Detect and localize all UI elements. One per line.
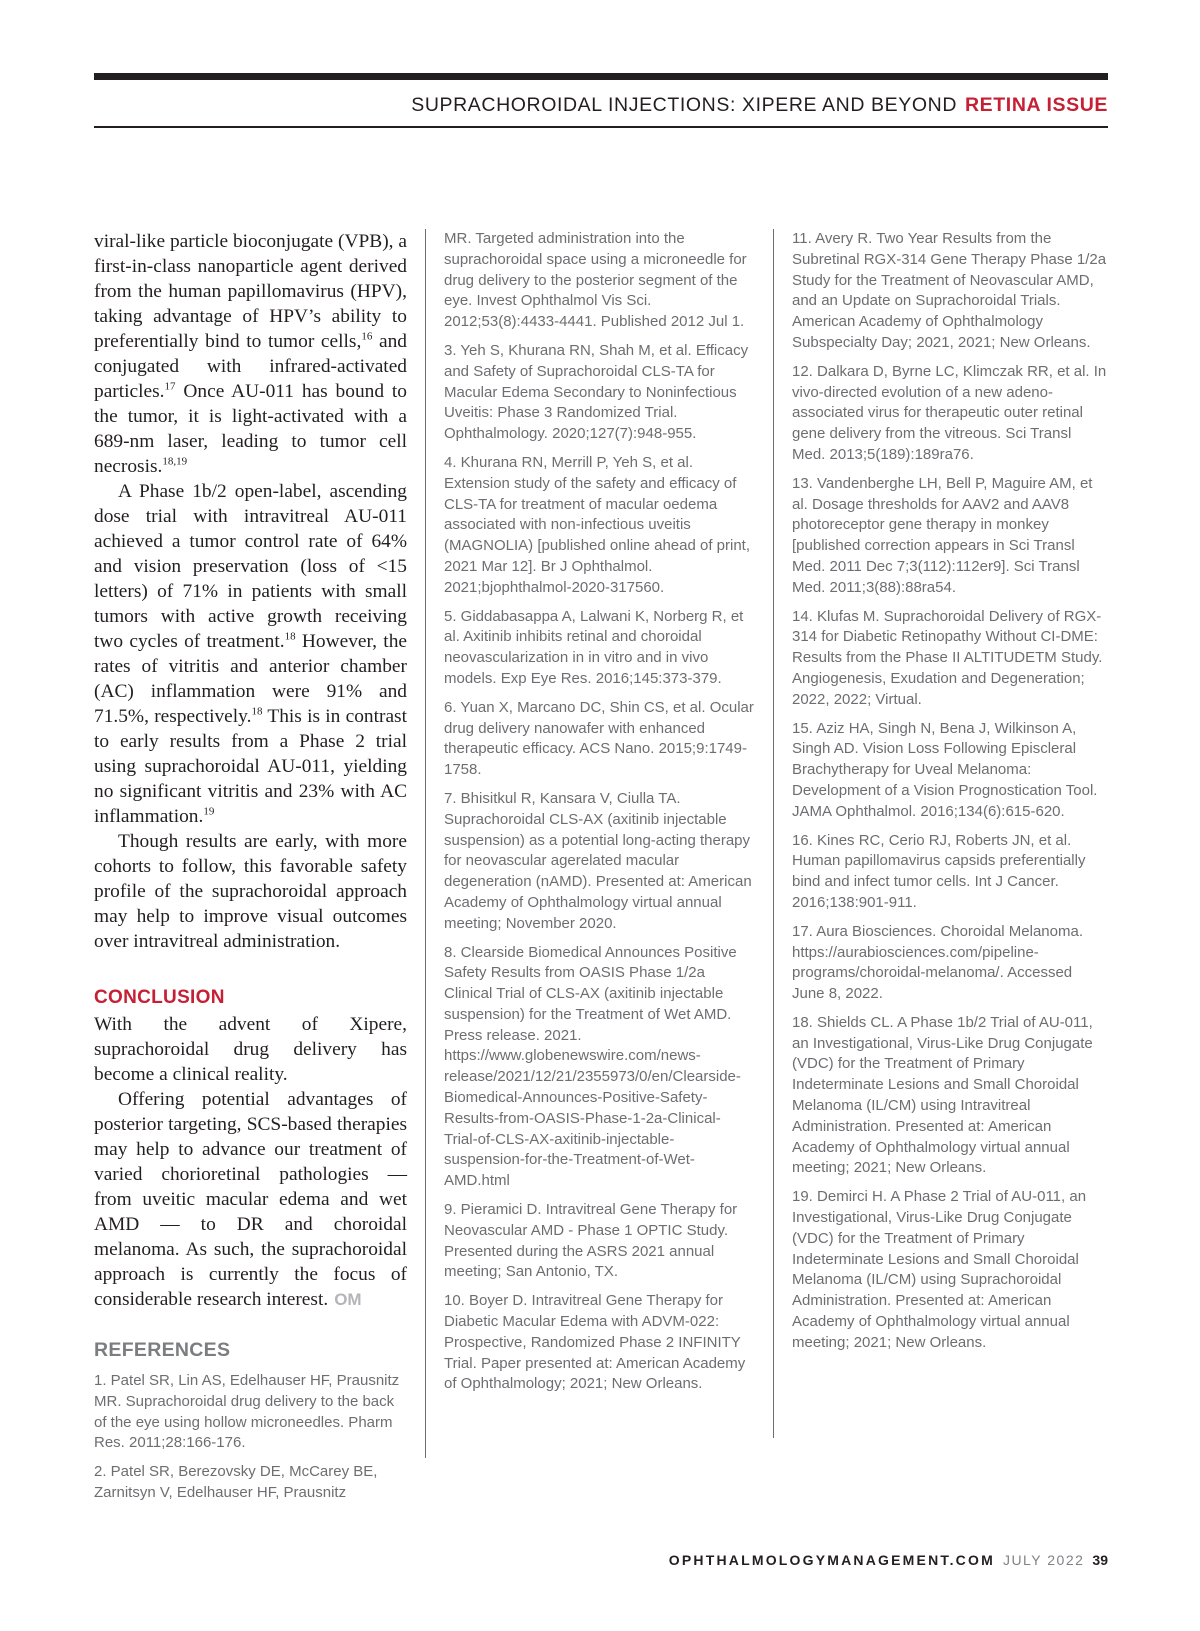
reference-item: 13. Vandenberghe LH, Bell P, Maguire AM, et al. Dosage thresholds for AAV2 and AAV8 photoreceptor gene therapy in monkey [published correction appears in Sci Transl Med. 2011 Dec 7;3(112):112er9]. Sci Transl Med. 2011;3(88):88ra54. bbox=[792, 474, 1093, 596]
paragraph-5: Offering potential advantages of posterior targeting, SCS-based therapies may help to advance our treatment of varied chorioretinal pathologies — from uveitic macular edema and wet AMD — to DR and choroidal melanoma. As such, the suprachoroidal approach is currently the focus of considerable research interest. OM bbox=[94, 1089, 407, 1310]
reference-item: 10. Boyer D. Intravitreal Gene Therapy for Diabetic Macular Edema with ADVM-022: Prospective, Randomized Phase 2 INFINITY Trial. Paper presented at: American Academy of Ophthalmology; 2021; New Orleans. bbox=[444, 1292, 746, 1393]
page-number: 39 bbox=[1092, 1552, 1108, 1568]
reference-item: 14. Klufas M. Suprachoroidal Delivery of RGX-314 for Diabetic Retinopathy Without CI-DME: Results from the Phase II ALTITUDETM Study. Angiogenesis, Exudation and Degeneration; 2022, 2022; Virtual. bbox=[792, 607, 1103, 708]
reference-item: 2. Patel SR, Berezovsky DE, McCarey BE, Zarnitsyn V, Edelhauser HF, Prausnitz bbox=[94, 1463, 378, 1501]
column-1 bbox=[94, 229, 407, 1512]
reference-item: 12. Dalkara D, Byrne LC, Klimczak RR, et al. In vivo-directed evolution of a new adeno-associated virus for therapeutic outer retinal gene delivery from the vitreous. Sci Transl Med. 2013;5(189):189ra76. bbox=[792, 362, 1107, 463]
reference-item: MR. Targeted administration into the suprachoroidal space using a microneedle for drug delivery to the posterior segment of the eye. Invest Ophthalmol Vis Sci. 2012;53(8):4433-4441. Published 2012 Jul 1. bbox=[444, 230, 747, 331]
reference-item: 16. Kines RC, Cerio RJ, Roberts JN, et al. Human papillomavirus capsids preferentially bind and infect tumor cells. Int J Cancer. 2016;138:901-911. bbox=[792, 831, 1086, 911]
issue-label: RETINA ISSUE bbox=[965, 94, 1108, 116]
footer-date: JULY 2022 bbox=[1002, 1552, 1085, 1568]
reference-item: 19. Demirci H. A Phase 2 Trial of AU-011, an Investigational, Virus-Like Drug Conjugate (VDC) for the Treatment of Primary Indeterminate Lesions and Small Choroidal Melanoma (IL/CM) using Suprachoroidal Administration. Presented at: American Academy of Ophthalmology virtual annual meeting; 2021; New Orleans. bbox=[792, 1188, 1087, 1351]
reference-item: 15. Aziz HA, Singh N, Bena J, Wilkinson A, Singh AD. Vision Loss Following Episcleral Brachytherapy for Uveal Melanoma: Development of a Vision Prognostication Tool. JAMA Ophthalmol. 2016;134(6):615-620. bbox=[792, 719, 1098, 820]
references-heading: REFERENCES bbox=[94, 1339, 231, 1361]
header-rule bbox=[94, 126, 1108, 128]
column-divider bbox=[425, 229, 426, 1458]
column-2 bbox=[444, 229, 754, 1403]
reference-item: 7. Bhisitkul R, Kansara V, Ciulla TA. Suprachoroidal CLS-AX (axitinib injectable suspension) as a potential long-acting therapy for neovascular agerelated macular degeneration (nAMD). Presented at: American Academy of Ophthalmology virtual annual meeting; November 2020. bbox=[444, 789, 752, 932]
paragraph-4: With the advent of Xipere, suprachoroidal drug delivery has become a clinical reality. bbox=[94, 1014, 407, 1085]
top-rule bbox=[94, 73, 1108, 80]
reference-item: 8. Clearside Biomedical Announces Positive Safety Results from OASIS Phase 1/2a Clinical Trial of CLS-AX (axitinib injectable suspension) for the Treatment of Wet AMD. Press release. 2021. https://www.globenewswire.com/news-release/2021/12/21/2355973/0/en/Clearside-Biomedical-Announces-Positive-Safety-Results-from-OASIS-Phase-1-2a-Clinical-Trial-of-CLS-AX-axitinib-injectable-suspension-for-the-Treatment-of-Wet-AMD.html bbox=[444, 943, 741, 1190]
footer-site: OPHTHALMOLOGYMANAGEMENT.COM bbox=[668, 1552, 995, 1568]
reference-item: 11. Avery R. Two Year Results from the Subretinal RGX-314 Gene Therapy Phase 1/2a Study for the Treatment of Neovascular AMD, and an Update on Suprachoroidal Trials. American Academy of Ophthalmology Subspecialty Day; 2021, 2021; New Orleans. bbox=[792, 230, 1107, 351]
paragraph-1: viral-like particle bioconjugate (VPB), a first-in-class nanoparticle agent derived from the human papillomavirus (HPV), taking advantage of HPV’s ability to preferentially bind to tumor cells,$^{16}$ and conjugated with infrared-activated particles.$^{17}$ Once AU-011 has bound to the tumor, it is light-activated with a 689-nm laser, leading to tumor cell necrosis.$^{18,19}$ bbox=[94, 231, 407, 477]
reference-item: 18. Shields CL. A Phase 1b/2 Trial of AU-011, an Investigational, Virus-Like Drug Conjugate (VDC) for the Treatment of Primary Indeterminate Lesions and Small Choroidal Melanoma (IL/CM) using Intravitreal Administration. Presented at: American Academy of Ophthalmology virtual annual meeting; 2021; New Orleans. bbox=[792, 1013, 1093, 1177]
column-divider bbox=[773, 229, 774, 1438]
conclusion-heading: CONCLUSION bbox=[94, 987, 225, 1008]
reference-item: 3. Yeh S, Khurana RN, Shah M, et al. Efficacy and Safety of Suprachoroidal CLS-TA for Macular Edema Secondary to Noninfectious Uveitis: Phase 3 Randomized Trial. Ophthalmology. 2020;127(7):948-955. bbox=[444, 341, 749, 443]
end-mark: OM bbox=[334, 1290, 362, 1309]
reference-item: 4. Khurana RN, Merrill P, Yeh S, et al. Extension study of the safety and efficacy of CLS-TA for treatment of macular oedema associated with non-infectious uveitis (MAGNOLIA) [published online ahead of print, 2021 Mar 12]. Br J Ophthalmol. 2021;bjophthalmol-2020-317560. bbox=[444, 453, 750, 596]
paragraph-2: A Phase 1b/2 open-label, ascending dose trial with intravitreal AU-011 achieved a tumor control rate of 64% and vision preservation (loss of <15 letters) of 71% in patients with small tumors with active growth receiving two cycles of treatment.$^{18}$ However, the rates of vitritis and anterior chamber (AC) inflammation were 91% and 71.5%, respectively.$^{18}$ This is in contrast to early results from a Phase 2 trial using suprachoroidal AU-011, yielding no significant vitritis and 23% with AC inflammation.$^{19}$ bbox=[94, 481, 408, 827]
reference-item: 17. Aura Biosciences. Choroidal Melanoma. https://aurabiosciences.com/pipeline-programs/choroidal-melanoma/. Accessed June 8, 2022. bbox=[792, 922, 1083, 1003]
reference-item: 5. Giddabasappa A, Lalwani K, Norberg R, et al. Axitinib inhibits retinal and choroidal neovascularization in in vitro and in vivo models. Exp Eye Res. 2016;145:373-379. bbox=[444, 607, 744, 687]
page-footer bbox=[669, 1552, 1108, 1568]
reference-item: 6. Yuan X, Marcano DC, Shin CS, et al. Ocular drug delivery nanowafer with enhanced therapeutic efficacy. ACS Nano. 2015;9:1749-1758. bbox=[444, 698, 754, 779]
reference-item: 9. Pieramici D. Intravitreal Gene Therapy for Neovascular AMD - Phase 1 OPTIC Study. Presented during the ASRS 2021 annual meeting; San Antonio, TX. bbox=[444, 1201, 738, 1281]
header-title: SUPRACHOROIDAL INJECTIONS: XIPERE AND BEYOND bbox=[411, 94, 957, 116]
running-header bbox=[94, 94, 1108, 117]
column-3 bbox=[792, 229, 1108, 1362]
paragraph-3: Though results are early, with more cohorts to follow, this favorable safety profile of the suprachoroidal approach may help to improve visual outcomes over intravitreal administration. bbox=[94, 831, 407, 952]
reference-item: 1. Patel SR, Lin AS, Edelhauser HF, Prausnitz MR. Suprachoroidal drug delivery to the back of the eye using hollow microneedles. Pharm Res. 2011;28:166-176. bbox=[94, 1372, 400, 1452]
